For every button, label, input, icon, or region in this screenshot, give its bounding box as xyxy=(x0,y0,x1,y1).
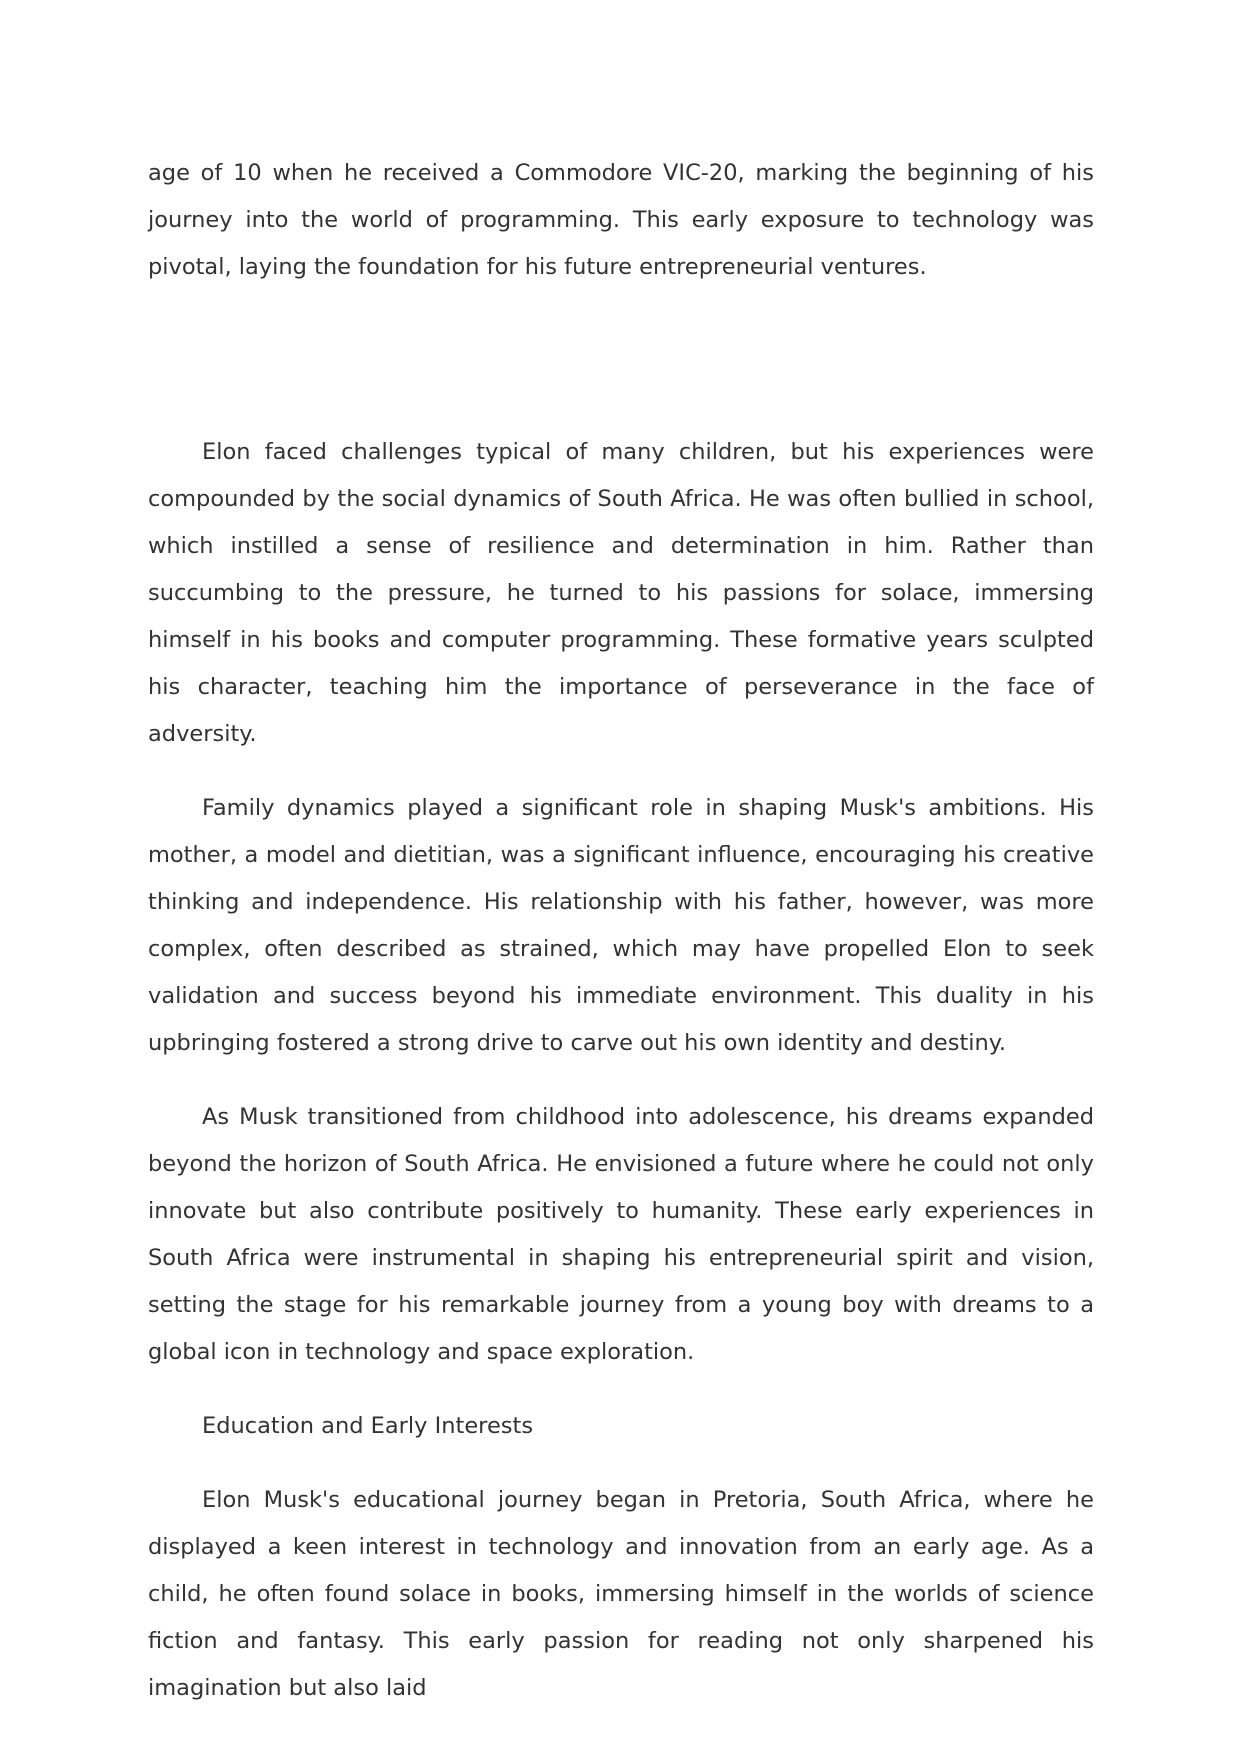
paragraph-education: Elon Musk's educational journey began in Pretoria, South Africa, where he displayed a keen interest in technology and innovation from an early age. As a child, he often found solace in books, immersing himself in the worlds of science fiction and fantasy. This early passion for reading not only sharpened his imagination but also laid xyxy=(148,1487,1094,1701)
paragraph-challenges: Elon faced challenges typical of many children, but his experiences were compounded by the social dynamics of South Africa. He was often bullied in school, which instilled a sense of resilience and determination in him. Rather than succumbing to the pressure, he turned to his passions for solace, immersing himself in his books and computer programming. These formative years sculpted his character, teaching him the importance of perseverance in the face of adversity. xyxy=(148,439,1094,747)
paragraph-spacer xyxy=(148,1450,1094,1477)
paragraph-spacer xyxy=(148,758,1094,785)
paragraph-family: Family dynamics played a significant role in shaping Musk's ambitions. His mother, a model and dietitian, was a significant influence, encouraging his creative thinking and independence. His relationship with his father, however, was more complex, often described as strained, which may have propelled Elon to seek validation and success beyond his immediate environment. This duality in his upbringing fostered a strong drive to carve out his own identity and destiny. xyxy=(148,795,1094,1056)
paragraph-spacer xyxy=(148,291,1094,429)
section-heading: Education and Early Interests xyxy=(202,1413,534,1439)
paragraph-adolescence: As Musk transitioned from childhood into adolescence, his dreams expanded beyond the horizon of South Africa. He envisioned a future where he could not only innovate but also contribute positively to humanity. These early experiences in South Africa were instrumental in shaping his entrepreneurial spirit and vision, setting the stage for his remarkable journey from a young boy with dreams to a global icon in technology and space exploration. xyxy=(148,1104,1094,1365)
paragraph-spacer xyxy=(148,1376,1094,1403)
paragraph-spacer xyxy=(148,1067,1094,1094)
paragraph-continued: age of 10 when he received a Commodore VIC-20, marking the beginning of his journey into the world of programming. This early exposure to technology was pivotal, laying the foundation for his future entrepreneurial ventures. xyxy=(148,160,1094,280)
body-text xyxy=(148,150,1094,1712)
